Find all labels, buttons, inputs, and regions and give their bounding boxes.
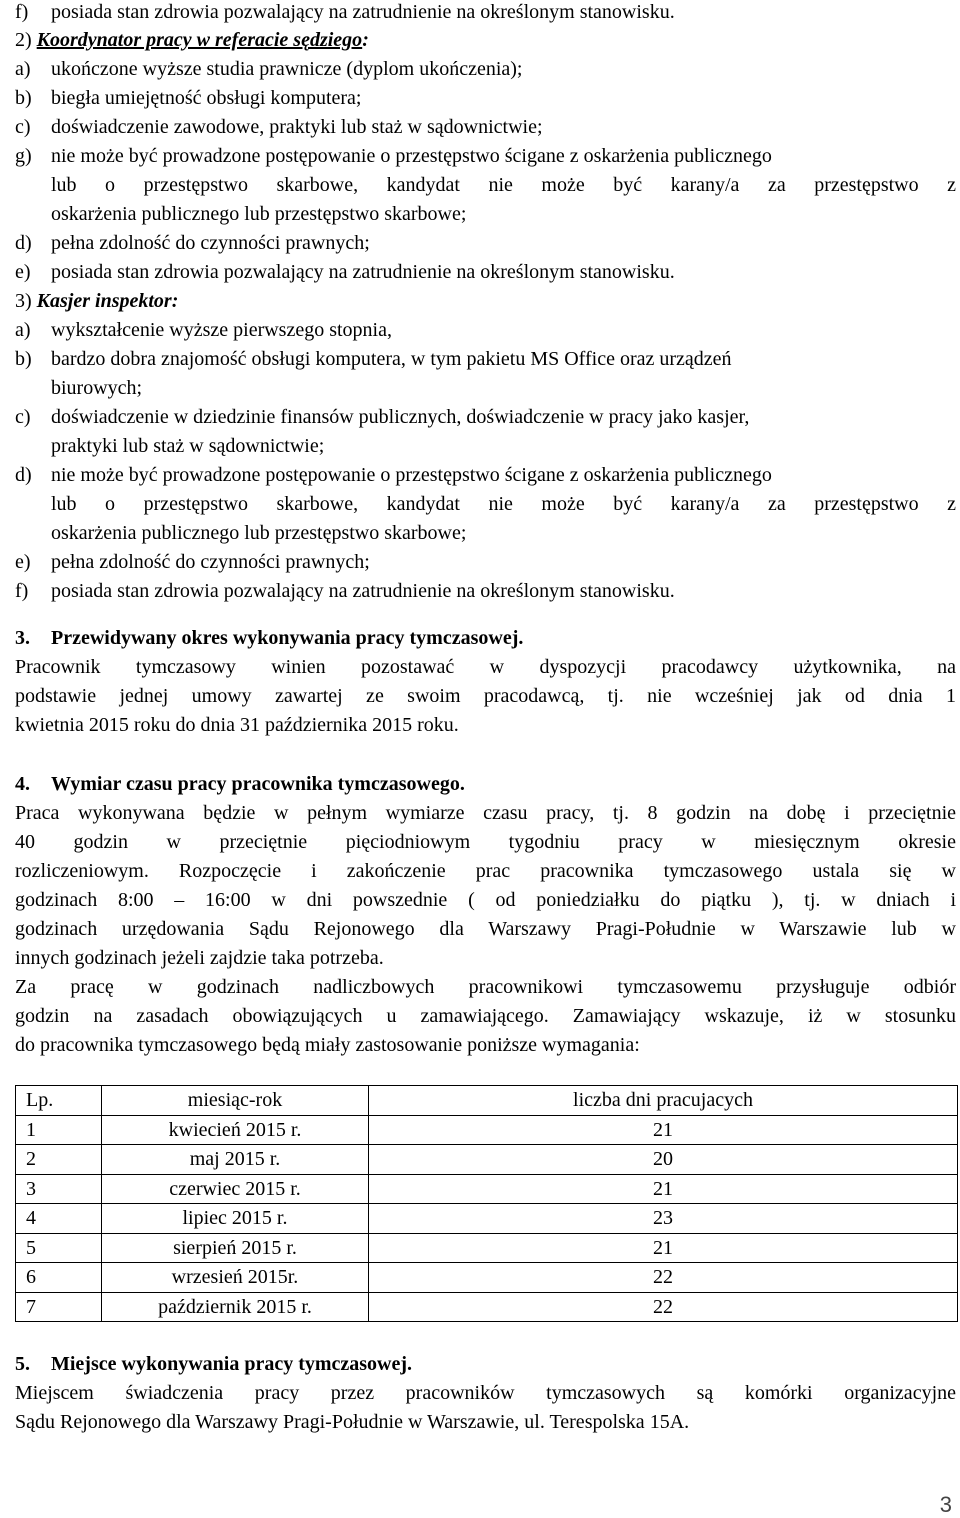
list-item-continuation: oskarżenia publicznego lub przestępstwo skarbowe; — [51, 203, 467, 225]
paragraph-line: Sądu Rejonowego dla Warszawy Pragi-Południe w Warszawie, ul. Terespolska 15A. — [15, 1411, 690, 1433]
table-cell: 1 — [16, 1115, 102, 1145]
paragraph-line: podstawie jednej umowy zawartej ze swoim pracodawcą, tj. nie wcześniej jak od dnia 1 — [15, 685, 956, 707]
paragraph-line: Praca wykonywana będzie w pełnym wymiarze czasu pracy, tj. 8 godzin na dobę i przeciętnie — [15, 802, 956, 824]
section-heading-miejsce: 5. Miejsce wykonywania pracy tymczasowej. — [15, 1353, 413, 1375]
working-days-table — [15, 1085, 958, 1322]
list-item-continuation: praktyki lub staż w sądownictwie; — [51, 435, 325, 457]
table-cell: październik 2015 r. — [102, 1292, 369, 1322]
table-row — [16, 1174, 958, 1204]
list-item: f) posiada stan zdrowia pozwalający na zatrudnienie na określonym stanowisku. — [15, 580, 675, 602]
table-row — [16, 1145, 958, 1175]
table-cell: czerwiec 2015 r. — [102, 1174, 369, 1204]
paragraph-line: godzin na zasadach obowiązujących u zamawiającego. Zamawiający wskazuje, iż w stosunku — [15, 1005, 956, 1027]
table-cell: 20 — [369, 1145, 958, 1175]
list-item: c) doświadczenie w dziedzinie finansów publicznych, doświadczenie w pracy jako kasjer, — [15, 406, 750, 428]
paragraph-line: Pracownik tymczasowy winien pozostawać w dyspozycji pracodawcy użytkownika, na — [15, 656, 956, 678]
paragraph-line: innych godzinach jeżeli zajdzie taka potrzeba. — [15, 947, 384, 969]
table-cell: 2 — [16, 1145, 102, 1175]
paragraph-line: godzinach urzędowania Sądu Rejonowego dla Warszawy Pragi-Południe w Warszawie lub w — [15, 918, 956, 940]
table-cell: 21 — [369, 1233, 958, 1263]
list-item-continuation: biurowych; — [51, 377, 143, 399]
table-cell: 5 — [16, 1233, 102, 1263]
table-header-cell: miesiąc-rok — [102, 1086, 369, 1116]
table-header-row — [16, 1086, 958, 1116]
table-header-cell: Lp. — [16, 1086, 102, 1116]
paragraph-line: 40 godzin w przeciętnie pięciodniowym tygodniu pracy w miesięcznym okresie — [15, 831, 956, 853]
list-item: d) nie może być prowadzone postępowanie o przestępstwo ścigane z oskarżenia publicznego — [15, 464, 772, 486]
table-cell: 21 — [369, 1115, 958, 1145]
table-cell: 6 — [16, 1263, 102, 1293]
page-number: 3 — [939, 1492, 952, 1517]
section-heading-kasjer: 3) Kasjer inspektor: — [15, 290, 179, 312]
paragraph-line: rozliczeniowym. Rozpoczęcie i zakończenie prac pracownika tymczasowego ustala się w — [15, 860, 956, 882]
table-cell: 22 — [369, 1292, 958, 1322]
table-cell: 4 — [16, 1204, 102, 1234]
table-header-cell: liczba dni pracujacych — [369, 1086, 958, 1116]
list-item: f) posiada stan zdrowia pozwalający na zatrudnienie na określonym stanowisku. — [15, 1, 675, 23]
paragraph-line: godzinach 8:00 – 16:00 w dni powszednie ( od poniedziałku do piątku ), tj. w dniach i — [15, 889, 956, 911]
paragraph-line: Za pracę w godzinach nadliczbowych pracownikowi tymczasowemu przysługuje odbiór — [15, 976, 956, 998]
list-item: e) posiada stan zdrowia pozwalający na zatrudnienie na określonym stanowisku. — [15, 261, 675, 283]
list-item-continuation: lub o przestępstwo skarbowe, kandydat nie może być karany/a za przestępstwo z — [51, 493, 956, 515]
table-cell: wrzesień 2015r. — [102, 1263, 369, 1293]
table-cell: 3 — [16, 1174, 102, 1204]
paragraph-line: do pracownika tymczasowego będą miały zastosowanie poniższe wymagania: — [15, 1034, 640, 1056]
section-heading-wymiar: 4. Wymiar czasu pracy pracownika tymczasowego. — [15, 773, 465, 795]
table-cell: sierpień 2015 r. — [102, 1233, 369, 1263]
list-item-continuation: lub o przestępstwo skarbowe, kandydat nie może być karany/a za przestępstwo z — [51, 174, 956, 196]
table-row — [16, 1263, 958, 1293]
list-item: g) nie może być prowadzone postępowanie o przestępstwo ścigane z oskarżenia publicznego — [15, 145, 772, 167]
paragraph-line: kwietnia 2015 roku do dnia 31 października 2015 roku. — [15, 714, 459, 736]
list-item: c) doświadczenie zawodowe, praktyki lub staż w sądownictwie; — [15, 116, 543, 138]
table-row — [16, 1204, 958, 1234]
table-cell: 22 — [369, 1263, 958, 1293]
table-row — [16, 1115, 958, 1145]
table-row — [16, 1292, 958, 1322]
table-cell: 23 — [369, 1204, 958, 1234]
list-item: d) pełna zdolność do czynności prawnych; — [15, 232, 370, 254]
list-item: b) bardzo dobra znajomość obsługi komputera, w tym pakietu MS Office oraz urządzeń — [15, 348, 732, 370]
section-heading-koordynator: 2) Koordynator pracy w referacie sędziego: — [15, 29, 369, 51]
table-cell: maj 2015 r. — [102, 1145, 369, 1175]
table-cell: 7 — [16, 1292, 102, 1322]
table-cell: 21 — [369, 1174, 958, 1204]
table-cell: lipiec 2015 r. — [102, 1204, 369, 1234]
list-item: a) wykształcenie wyższe pierwszego stopnia, — [15, 319, 392, 341]
list-item-continuation: oskarżenia publicznego lub przestępstwo skarbowe; — [51, 522, 467, 544]
table-cell: kwiecień 2015 r. — [102, 1115, 369, 1145]
table-row — [16, 1233, 958, 1263]
list-item: b) biegła umiejętność obsługi komputera; — [15, 87, 362, 109]
list-item: a) ukończone wyższe studia prawnicze (dyplom ukończenia); — [15, 58, 523, 80]
section-heading-okres: 3. Przewidywany okres wykonywania pracy tymczasowej. — [15, 627, 524, 649]
paragraph-line: Miejscem świadczenia pracy przez pracowników tymczasowych są komórki organizacyjne — [15, 1382, 956, 1404]
list-item: e) pełna zdolność do czynności prawnych; — [15, 551, 370, 573]
